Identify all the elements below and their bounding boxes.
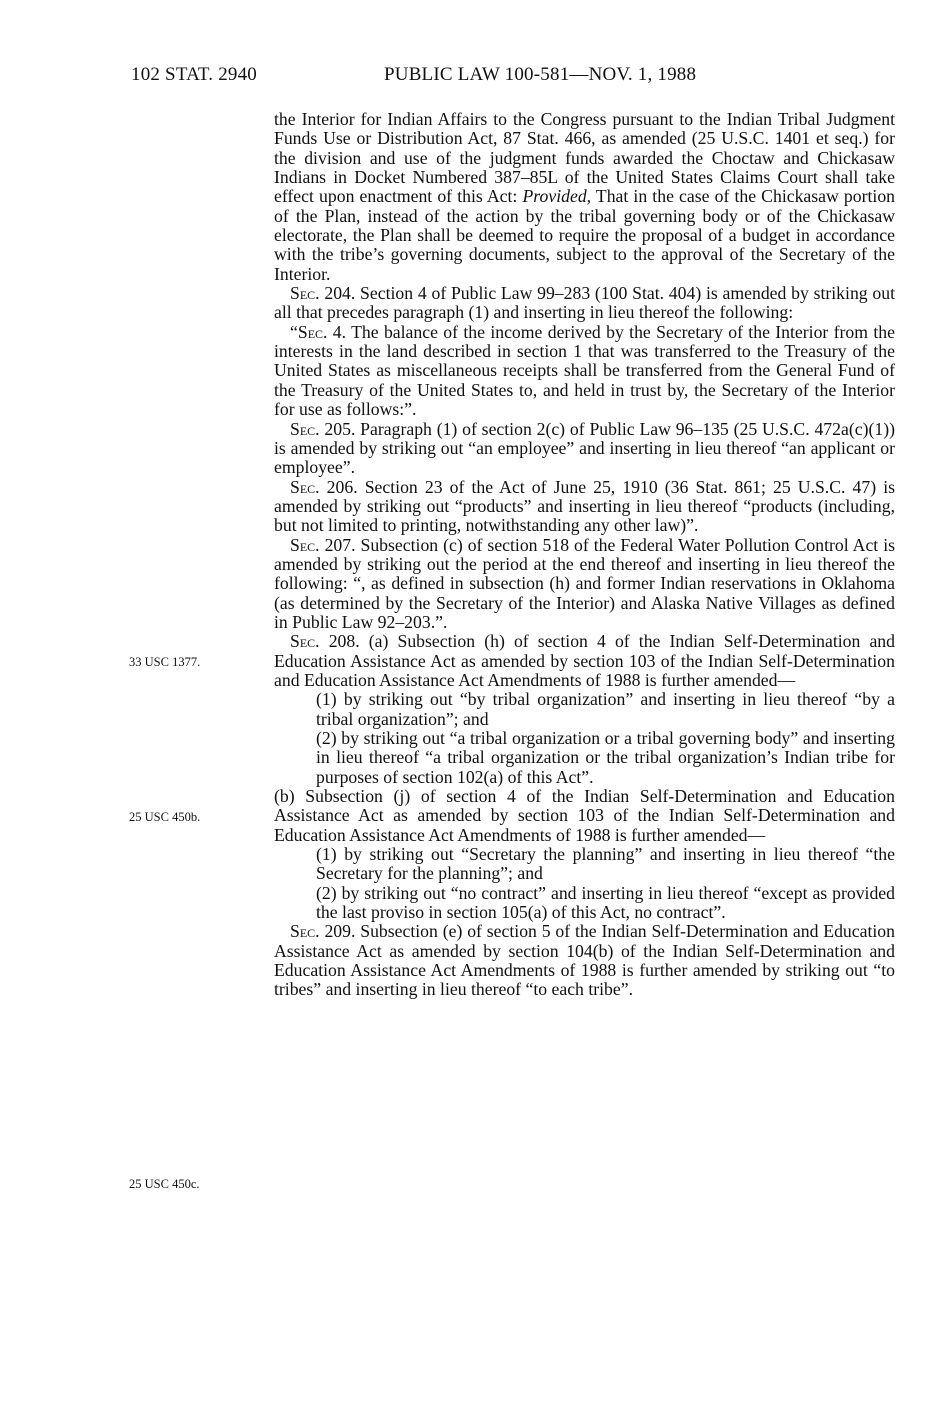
text-run: 208. (a) Subsection (h) of section 4 of the Indian Self-Determination and Education Assistance Act as amended by section 103 of the Indian Self-Determination and Education Assistance Act Amendments of 1988 is further amended— — [274, 631, 895, 690]
margin-citation-208: 25 USC 450b. — [129, 810, 201, 824]
quote-mark: “ — [290, 321, 298, 342]
section-209 — [274, 922, 895, 999]
section-208-b: (b) Subsection (j) of section 4 of the Indian Self-Determination and Education Assistance Act as amended by section 103 of the Indian Self-Determination and Education Assistance Act Amendments of 1988 is further amended— — [274, 786, 895, 845]
text-run: 207. Subsection (c) of section 518 of the Federal Water Pollution Control Act is amended by striking out the period at the end thereof and inserting in lieu thereof the following: “, as defined in subsection (h) and former Indian reservations in Oklahoma (as determined by the Secretary of the Interior) and Alaska Native Villages as defined in Public Law 92–203.”. — [274, 534, 895, 632]
section-4-quote — [274, 323, 895, 420]
section-label: Sec. — [290, 476, 320, 497]
provided-italic: Provided, — [522, 186, 592, 207]
section-208-b-2: (2) by striking out “no contract” and inserting in lieu thereof “except as provided the last proviso in section 105(a) of this Act, no contract”. — [316, 882, 895, 923]
section-208 — [274, 632, 895, 690]
text-run: the Interior for Indian Affairs to the Congress pursuant to the Indian Tribal Judgment Funds Use or Distribution Act, 87 Stat. 466, as amended (25 U.S.C. 1401 et seq.) for the division and use of the judgment funds awarded the Choctaw and Chickasaw Indians in Docket Numbered 387–85L of the United States Claims Court shall take effect upon enactment of this Act: — [274, 109, 895, 207]
page-reference: 102 STAT. 2940 — [131, 64, 258, 85]
text-run: 4. The balance of the income derived by the Secretary of the Interior from the interests in the land described in section 1 that was transferred to the Treasury of the United States as miscellaneous receipts shall be transferred from the General Fund of the Treasury of the United States to, and held in trust by, the Secretary of the Interior for use as follows:”. — [274, 321, 895, 420]
section-207 — [274, 536, 895, 633]
section-208-b-1: (1) by striking out “Secretary the planning” and inserting in lieu thereof “the Secretary for the planning”; and — [316, 844, 895, 884]
section-208-a-1: (1) by striking out “by tribal organization” and inserting in lieu thereof “by a tribal organization”; and — [316, 689, 895, 729]
running-head: PUBLIC LAW 100-581—NOV. 1, 1988 — [384, 64, 697, 85]
text-run: 206. Section 23 of the Act of June 25, 1910 (36 Stat. 861; 25 U.S.C. 47) is amended by striking out “products” and inserting in lieu thereof “products (including, but not limited to printing, notwithstanding any other law)”. — [274, 476, 895, 536]
document-body — [274, 110, 895, 1000]
section-label: Sec. — [290, 283, 320, 304]
margin-citation-209: 25 USC 450c. — [129, 1177, 200, 1191]
section-204 — [274, 284, 895, 323]
section-206 — [274, 478, 895, 536]
text-run: 209. Subsection (e) of section 5 of the Indian Self-Determination and Education Assistance Act as amended by section 104(b) of the Indian Self-Determination and Education Assistance Act Amendments of 1988 is further amended by striking out “to tribes” and inserting in lieu thereof “to each tribe”. — [274, 921, 895, 1000]
text-run: 205. Paragraph (1) of section 2(c) of Public Law 96–135 (25 U.S.C. 472a(c)(1)) is amended by striking out “an employee” and inserting in lieu thereof “an applicant or employee”. — [274, 418, 895, 478]
section-label: Sec. — [290, 921, 320, 942]
text-run: That in the case of the Chickasaw portion of the Plan, instead of the action by the tribal governing body or of the Chickasaw electorate, the Plan shall be deemed to require the proposal of a budget in accordance with the tribe’s governing documents, subject to the approval of the Secretary of the Interior. — [274, 186, 896, 284]
paragraph-continuation — [274, 110, 895, 284]
section-label: Sec. — [290, 418, 320, 439]
section-205 — [274, 420, 895, 478]
text-run: 204. Section 4 of Public Law 99–283 (100 Stat. 404) is amended by striking out all that precedes paragraph (1) and inserting in lieu thereof the following: — [274, 283, 895, 323]
section-label: Sec. — [297, 321, 328, 342]
margin-citation-207: 33 USC 1377. — [129, 655, 201, 669]
section-208-a-2: (2) by striking out “a tribal organization or a tribal governing body” and inserting in lieu thereof “a tribal organization or the tribal organization’s Indian tribe for purposes of section 102(a) of this Act”. — [316, 728, 895, 787]
section-label: Sec. — [290, 631, 320, 652]
section-label: Sec. — [290, 534, 320, 555]
